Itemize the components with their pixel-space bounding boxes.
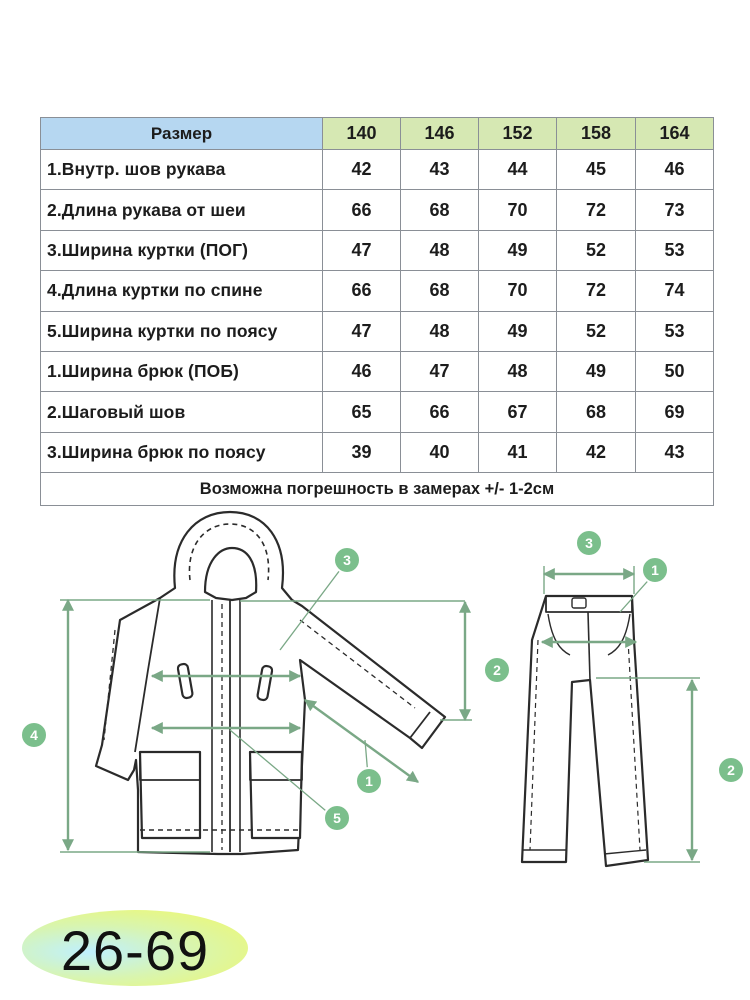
measurement-label: 2.Шаговый шов [41,392,323,432]
measurement-value: 72 [557,271,636,311]
marker-label: 4 [30,727,38,743]
measurement-value: 53 [636,311,714,351]
size-range-text: 26-69 [60,919,210,982]
measurement-value: 42 [323,150,401,190]
marker-label: 1 [651,562,659,578]
measurement-value: 49 [557,351,636,391]
measurement-value: 46 [323,351,401,391]
measurement-label: 4.Длина куртки по спине [41,271,323,311]
measurement-value: 49 [479,311,557,351]
measurement-label: 2.Длина рукава от шеи [41,190,323,230]
measurement-value: 44 [479,150,557,190]
measurement-value: 73 [636,190,714,230]
marker-label: 2 [493,662,501,678]
measurement-value: 48 [401,230,479,270]
measurement-value: 39 [323,432,401,472]
pants-drawing [522,596,648,866]
size-header: 164 [636,118,714,150]
measurement-value: 42 [557,432,636,472]
measurement-note: Возможна погрешность в замерах +/- 1-2см [41,473,714,506]
measurement-value: 65 [323,392,401,432]
size-header: 152 [479,118,557,150]
measurement-value: 66 [323,190,401,230]
measurement-value: 40 [401,432,479,472]
size-header: 140 [323,118,401,150]
measurement-value: 52 [557,230,636,270]
measurement-value: 66 [323,271,401,311]
pants-outline [522,596,648,866]
measurement-value: 43 [401,150,479,190]
marker-label: 1 [365,773,373,789]
measurement-value: 68 [557,392,636,432]
measurement-label: 3.Ширина куртки (ПОГ) [41,230,323,270]
marker-label: 2 [727,762,735,778]
measurement-label: 1.Внутр. шов рукава [41,150,323,190]
measurement-value: 53 [636,230,714,270]
size-header-label: Размер [41,118,323,150]
measurement-value: 48 [401,311,479,351]
jacket-drawing [96,512,445,854]
measurement-value: 72 [557,190,636,230]
measurement-value: 41 [479,432,557,472]
size-header: 158 [557,118,636,150]
marker-label: 3 [585,535,593,551]
measurement-label: 1.Ширина брюк (ПОБ) [41,351,323,391]
measurement-value: 46 [636,150,714,190]
measurement-label: 5.Ширина куртки по поясу [41,311,323,351]
measurement-value: 68 [401,271,479,311]
measurement-value: 50 [636,351,714,391]
size-range-badge [22,910,248,986]
jacket-left-lower-pocket [140,752,200,838]
measurement-value: 70 [479,271,557,311]
jacket-right-lower-pocket [250,752,302,838]
measurement-value: 45 [557,150,636,190]
measurement-value: 47 [323,311,401,351]
measurement-value: 48 [479,351,557,391]
measurement-value: 47 [401,351,479,391]
marker-label: 3 [343,552,351,568]
measurement-value: 47 [323,230,401,270]
measurement-value: 52 [557,311,636,351]
size-header: 146 [401,118,479,150]
measurement-value: 68 [401,190,479,230]
measurement-value: 49 [479,230,557,270]
measurement-value: 43 [636,432,714,472]
measurement-value: 67 [479,392,557,432]
measurement-label: 3.Ширина брюк по поясу [41,432,323,472]
marker-label: 5 [333,810,341,826]
measurement-value: 69 [636,392,714,432]
measurement-value: 70 [479,190,557,230]
measurement-value: 74 [636,271,714,311]
measurement-value: 66 [401,392,479,432]
